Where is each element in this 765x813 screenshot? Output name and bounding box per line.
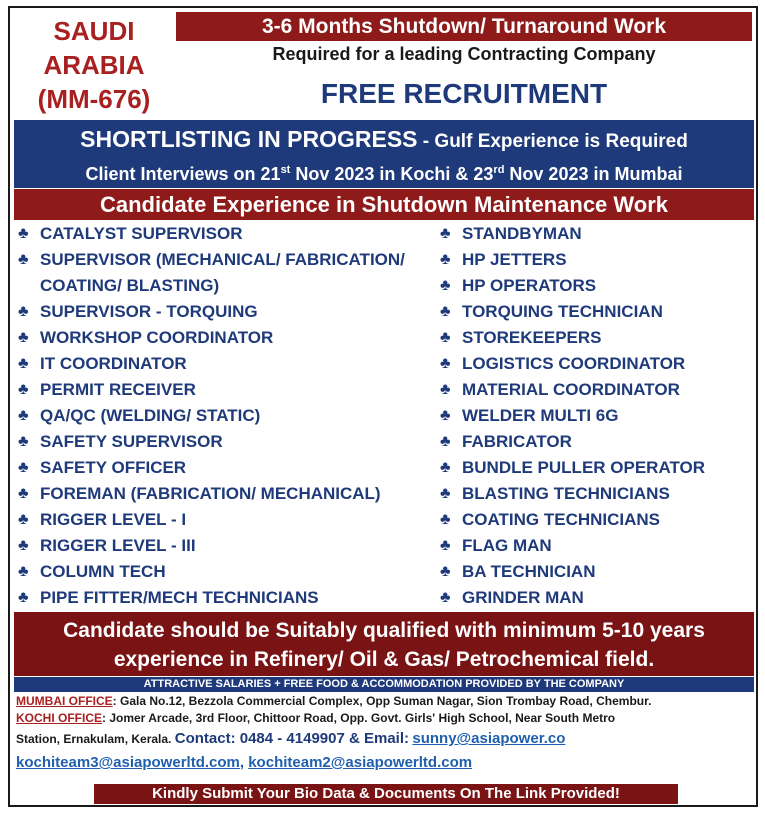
job-advert	[8, 6, 758, 807]
position-label: SUPERVISOR (MECHANICAL/ FABRICATION/ COATING/ BLASTING)	[40, 250, 405, 295]
benefits-strip: ATTRACTIVE SALARIES + FREE FOOD & ACCOMMODATION PROVIDED BY THE COMPANY	[14, 677, 754, 692]
position-label: PERMIT RECEIVER	[40, 380, 196, 399]
shortlisting-panel	[14, 120, 754, 188]
position-label: HP OPERATORS	[462, 276, 597, 295]
position-label: STANDBYMAN	[462, 224, 582, 243]
position-label: SAFETY OFFICER	[40, 458, 187, 477]
position-label: SUPERVISOR - TORQUING	[40, 302, 258, 321]
position-label: FABRICATOR	[462, 432, 572, 451]
position-label: RIGGER LEVEL - III	[40, 536, 196, 555]
club-bullet-icon: ♣	[440, 511, 451, 528]
duration-banner: 3-6 Months Shutdown/ Turnaround Work	[176, 12, 752, 41]
position-label: BUNDLE PULLER OPERATOR	[462, 458, 706, 477]
email-link-sunny[interactable]: sunny@asiapower.co	[412, 730, 566, 747]
club-bullet-icon: ♣	[440, 563, 451, 580]
position-item	[18, 325, 433, 351]
club-bullet-icon: ♣	[18, 303, 29, 320]
position-item	[18, 247, 433, 299]
club-bullet-icon: ♣	[18, 537, 29, 554]
club-bullet-icon: ♣	[18, 225, 29, 242]
club-bullet-icon: ♣	[18, 511, 29, 528]
position-item	[18, 299, 433, 325]
position-label: QA/QC (WELDING/ STATIC)	[40, 406, 261, 425]
email-link-kochiteam2[interactable]: kochiteam2@asiapowerltd.com	[248, 754, 473, 771]
shortlisting-dash: -	[417, 131, 435, 152]
position-label: PIPE FITTER/MECH TECHNICIANS	[40, 588, 319, 607]
kochi-office-address: : Jomer Arcade, 3rd Floor, Chittoor Road, Opp. Govt. Girls' High School, Near South Metro	[102, 711, 616, 725]
position-item	[440, 351, 755, 377]
club-bullet-icon: ♣	[18, 407, 29, 424]
position-label: STOREKEEPERS	[462, 328, 602, 347]
email-link-kochiteam3[interactable]: kochiteam3@asiapowerltd.com	[16, 754, 240, 771]
email-line	[16, 751, 754, 775]
shortlisting-line	[14, 120, 754, 156]
offices-block	[16, 693, 754, 775]
club-bullet-icon: ♣	[440, 459, 451, 476]
position-item	[440, 377, 755, 403]
club-bullet-icon: ♣	[440, 537, 451, 554]
club-bullet-icon: ♣	[440, 407, 451, 424]
section-title: Candidate Experience in Shutdown Maintenance Work	[14, 189, 754, 220]
qualification-panel: Candidate should be Suitably qualified with minimum 5-10 years experience in Refinery/ Oil & Gas/ Petrochemical field.	[14, 612, 754, 676]
club-bullet-icon: ♣	[440, 225, 451, 242]
interview-sup-2: rd	[493, 164, 505, 176]
interview-text-1: Client Interviews on 21	[85, 164, 281, 184]
position-item	[440, 585, 755, 611]
kochi-office-label: KOCHI OFFICE	[16, 711, 102, 725]
club-bullet-icon: ♣	[18, 485, 29, 502]
position-label: HP JETTERS	[462, 250, 567, 269]
interview-line	[14, 156, 754, 188]
location-line2: ARABIA	[43, 50, 145, 80]
positions-right-column	[440, 221, 755, 611]
club-bullet-icon: ♣	[440, 381, 451, 398]
position-label: WELDER MULTI 6G	[462, 406, 619, 425]
position-item	[18, 351, 433, 377]
position-item	[440, 325, 755, 351]
position-label: FLAG MAN	[462, 536, 552, 555]
position-item	[440, 221, 755, 247]
kochi-office	[16, 710, 754, 727]
location-line1: SAUDI	[53, 16, 135, 46]
submit-banner: Kindly Submit Your Bio Data & Documents On The Link Provided!	[94, 784, 678, 804]
position-item	[440, 247, 755, 273]
position-item	[440, 429, 755, 455]
interview-text-2: Nov 2023 in Kochi & 23	[290, 164, 494, 184]
position-item	[440, 455, 755, 481]
position-label: SAFETY SUPERVISOR	[40, 432, 223, 451]
position-item	[18, 585, 433, 611]
mumbai-office-label: MUMBAI OFFICE	[16, 694, 113, 708]
position-label: BLASTING TECHNICIANS	[462, 484, 670, 503]
position-item	[440, 273, 755, 299]
contact-line	[16, 727, 754, 751]
position-item	[18, 221, 433, 247]
mumbai-office	[16, 693, 754, 710]
position-item	[18, 481, 433, 507]
positions-left-column	[18, 221, 433, 611]
position-item	[440, 403, 755, 429]
club-bullet-icon: ♣	[440, 329, 451, 346]
position-label: TORQUING TECHNICIAN	[462, 302, 663, 321]
position-label: CATALYST SUPERVISOR	[40, 224, 243, 243]
position-item	[440, 299, 755, 325]
position-item	[18, 429, 433, 455]
position-item	[440, 507, 755, 533]
position-label: BA TECHNICIAN	[462, 562, 596, 581]
club-bullet-icon: ♣	[440, 251, 451, 268]
position-item	[18, 455, 433, 481]
club-bullet-icon: ♣	[440, 433, 451, 450]
club-bullet-icon: ♣	[440, 303, 451, 320]
mumbai-office-address: : Gala No.12, Bezzola Commercial Complex, Opp Suman Nagar, Sion Trombay Road, Chembur.	[112, 694, 652, 708]
email-separator: ,	[239, 754, 249, 771]
position-label: GRINDER MAN	[462, 588, 584, 607]
club-bullet-icon: ♣	[440, 485, 451, 502]
club-bullet-icon: ♣	[18, 355, 29, 372]
position-item	[440, 481, 755, 507]
position-item	[440, 559, 755, 585]
position-item	[440, 533, 755, 559]
position-label: FOREMAN (FABRICATION/ MECHANICAL)	[40, 484, 381, 503]
location-block	[20, 14, 168, 116]
position-label: LOGISTICS COORDINATOR	[462, 354, 686, 373]
position-label: IT COORDINATOR	[40, 354, 187, 373]
interview-text-3: Nov 2023 in Mumbai	[504, 164, 683, 184]
contact-phone: Contact: 0484 - 4149907 & Email:	[174, 730, 410, 747]
position-item	[18, 403, 433, 429]
kochi-office-address-2: Station, Ernakulam, Kerala.	[16, 732, 172, 746]
club-bullet-icon: ♣	[18, 563, 29, 580]
location-code: (MM-676)	[37, 84, 151, 114]
club-bullet-icon: ♣	[18, 381, 29, 398]
position-item	[18, 559, 433, 585]
free-recruitment-heading: FREE RECRUITMENT	[320, 78, 608, 109]
gulf-experience-note: Gulf Experience is Required	[434, 131, 688, 152]
club-bullet-icon: ♣	[440, 355, 451, 372]
position-label: RIGGER LEVEL - I	[40, 510, 187, 529]
club-bullet-icon: ♣	[440, 277, 451, 294]
club-bullet-icon: ♣	[18, 329, 29, 346]
position-label: COATING TECHNICIANS	[462, 510, 661, 529]
subtitle: Required for a leading Contracting Company	[272, 44, 656, 64]
club-bullet-icon: ♣	[18, 459, 29, 476]
position-item	[18, 377, 433, 403]
position-label: COLUMN TECH	[40, 562, 166, 581]
club-bullet-icon: ♣	[18, 589, 29, 606]
position-label: WORKSHOP COORDINATOR	[40, 328, 274, 347]
position-item	[18, 533, 433, 559]
position-label: MATERIAL COORDINATOR	[462, 380, 680, 399]
shortlisting-title: SHORTLISTING IN PROGRESS	[80, 126, 418, 152]
interview-sup-1: st	[280, 164, 291, 176]
club-bullet-icon: ♣	[440, 589, 451, 606]
position-item	[18, 507, 433, 533]
club-bullet-icon: ♣	[18, 251, 29, 268]
club-bullet-icon: ♣	[18, 433, 29, 450]
